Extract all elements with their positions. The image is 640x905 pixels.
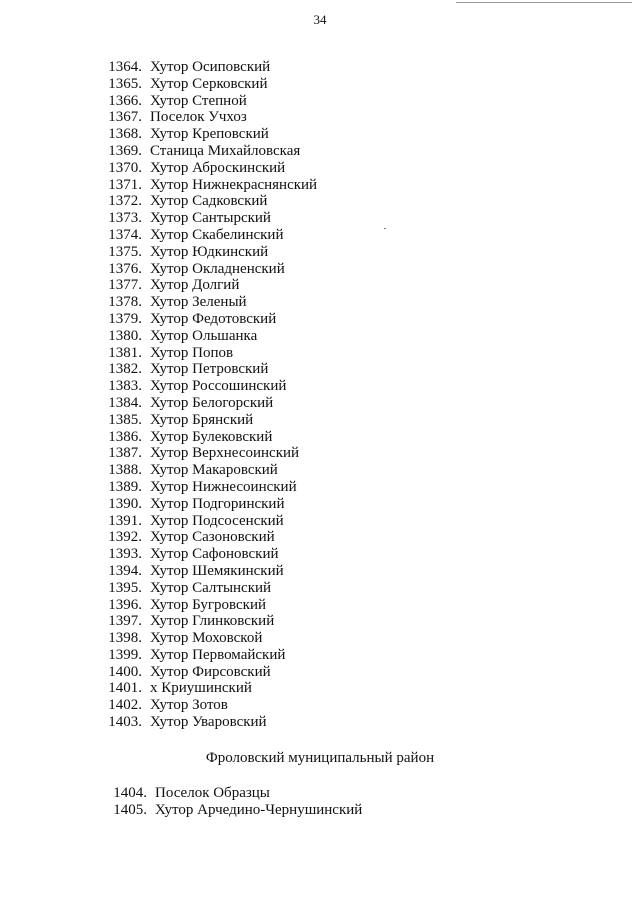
list-item-number: 1392. (108, 529, 142, 546)
page-number: 34 (313, 12, 327, 27)
list-item (0, 193, 640, 210)
list-item-number: 1374. (108, 226, 142, 243)
list-item-name: Хутор Ольшанка (150, 327, 258, 344)
list-item (0, 597, 640, 614)
list-item (0, 76, 640, 93)
list-item-name: Хутор Нижнекраснянский (150, 176, 318, 193)
list-item-number: 1398. (108, 630, 142, 647)
list-item-number: 1380. (108, 327, 142, 344)
list-item-number: 1369. (108, 142, 142, 159)
list-item-number: 1396. (108, 596, 142, 613)
list-item (0, 177, 640, 194)
settlement-list (0, 59, 640, 731)
list-item-name: Хутор Попов (150, 344, 234, 361)
list-item (0, 697, 640, 714)
list-item-name: Хутор Брянский (150, 411, 254, 428)
list-item-name: Хутор Шемякинский (150, 562, 284, 579)
list-item-number: 1394. (108, 562, 142, 579)
list-item-name: Хутор Федотовский (150, 310, 277, 327)
list-item-number: 1370. (108, 159, 142, 176)
list-item (0, 802, 640, 819)
list-item-name: Хутор Садковский (150, 193, 268, 210)
list-item (0, 563, 640, 580)
list-item (0, 328, 640, 345)
list-item-name: Хутор Подсосенский (150, 512, 284, 529)
list-item-name: Хутор Первомайский (150, 646, 286, 663)
list-item-number: 1377. (108, 277, 142, 294)
list-item (0, 647, 640, 664)
list-item-number: 1400. (108, 663, 142, 680)
district-settlement-list (0, 785, 640, 819)
list-item (0, 664, 640, 681)
list-item-name: Хутор Зотов (150, 697, 228, 714)
list-item-name: Хутор Подгоринский (150, 495, 285, 512)
list-item-number: 1402. (108, 697, 142, 714)
list-item-number: 1384. (108, 394, 142, 411)
list-item-number: 1386. (108, 428, 142, 445)
list-item-number: 1364. (108, 59, 142, 75)
list-item-name: Хутор Уваровский (150, 714, 267, 731)
list-item-number: 1379. (108, 310, 142, 327)
list-item (0, 613, 640, 630)
list-item-number: 1366. (108, 92, 142, 109)
list-item-number: 1372. (108, 193, 142, 210)
list-item (0, 429, 640, 446)
list-item (0, 412, 640, 429)
list-item (0, 479, 640, 496)
list-item-name: Хутор Фирсовский (150, 663, 271, 680)
list-item (0, 630, 640, 647)
list-item-number: 1391. (108, 512, 142, 529)
list-item-number: 1404. (113, 785, 147, 801)
list-item-number: 1371. (108, 176, 142, 193)
list-item-name: Хутор Сафоновский (150, 546, 279, 563)
list-item-number: 1385. (108, 411, 142, 428)
list-item-name: Хутор Нижнесоинский (150, 478, 297, 495)
list-item-name: Хутор Глинковский (150, 613, 275, 630)
list-item (0, 714, 640, 731)
list-item-name: Хутор Петровский (150, 361, 269, 378)
list-item-number: 1375. (108, 243, 142, 260)
list-item (0, 59, 640, 76)
list-item-number: 1405. (113, 801, 147, 818)
list-item-number: 1382. (108, 361, 142, 378)
list-item-name: Хутор Степной (150, 92, 247, 109)
list-item (0, 513, 640, 530)
list-item-number: 1395. (108, 579, 142, 596)
list-item (0, 126, 640, 143)
list-item (0, 546, 640, 563)
list-item-number: 1383. (108, 378, 142, 395)
list-item (0, 244, 640, 261)
list-item (0, 462, 640, 479)
list-item-name: Хутор Аброскинский (150, 159, 286, 176)
list-item (0, 294, 640, 311)
list-item (0, 785, 640, 802)
list-item-name: Хутор Бугровский (150, 596, 267, 613)
list-item-number: 1397. (108, 613, 142, 630)
list-item-number: 1368. (108, 126, 142, 143)
list-item-name: Хутор Креповский (150, 126, 269, 143)
list-item (0, 277, 640, 294)
list-item (0, 210, 640, 227)
list-item-number: 1401. (108, 680, 142, 697)
list-item (0, 445, 640, 462)
list-item-name: Хутор Сазоновский (150, 529, 275, 546)
list-item (0, 143, 640, 160)
list-item-name: Хутор Долгий (150, 277, 240, 294)
list-item-name: Хутор Россошинский (150, 378, 287, 395)
list-item (0, 160, 640, 177)
list-item-number: 1373. (108, 210, 142, 227)
list-item-number: 1376. (108, 260, 142, 277)
list-item-number: 1365. (108, 75, 142, 92)
list-item-name: Хутор Макаровский (150, 462, 278, 479)
list-item (0, 311, 640, 328)
list-item-name: Хутор Скабелинский (150, 226, 284, 243)
list-item (0, 496, 640, 513)
list-item (0, 378, 640, 395)
list-item-name: Хутор Юдкинский (150, 243, 269, 260)
list-item-name: Хутор Окладненский (150, 260, 285, 277)
list-item-name: Хутор Арчедино-Чернушинский (155, 801, 363, 818)
list-item (0, 395, 640, 412)
list-item (0, 580, 640, 597)
district-heading: Фроловский муниципальный район (205, 750, 435, 766)
list-item-name: Хутор Моховской (150, 630, 263, 647)
list-item (0, 680, 640, 697)
list-item (0, 109, 640, 126)
list-item-name: Хутор Верхнесоинский (150, 445, 300, 462)
list-item (0, 261, 640, 278)
list-item-number: 1393. (108, 546, 142, 563)
list-item (0, 529, 640, 546)
list-item-number: 1367. (108, 109, 142, 126)
list-item-name: Хутор Булековский (150, 428, 273, 445)
list-item (0, 93, 640, 110)
list-item-name: Поселок Образцы (155, 785, 270, 801)
list-item-name: Станица Михайловская (150, 142, 301, 159)
list-item-number: 1389. (108, 478, 142, 495)
list-item-name: Хутор Зеленый (150, 294, 247, 311)
top-edge-rule (456, 2, 632, 3)
list-item-name: Хутор Белогорский (150, 394, 274, 411)
list-item-name: Хутор Осиповский (150, 59, 271, 75)
list-item-number: 1381. (108, 344, 142, 361)
list-item-number: 1378. (108, 294, 142, 311)
list-item-number: 1399. (108, 646, 142, 663)
list-item-name: Хутор Серковский (150, 75, 268, 92)
list-item-name: Поселок Учхоз (150, 109, 247, 126)
list-item-number: 1390. (108, 495, 142, 512)
list-item-number: 1388. (108, 462, 142, 479)
list-item-name: Хутор Сантырский (150, 210, 271, 227)
list-item-name: х Криушинский (150, 680, 252, 697)
list-item-name: Хутор Салтынский (150, 579, 272, 596)
list-item (0, 361, 640, 378)
list-item-number: 1387. (108, 445, 142, 462)
list-item (0, 345, 640, 362)
list-item-number: 1403. (108, 714, 142, 731)
list-item (0, 227, 640, 244)
